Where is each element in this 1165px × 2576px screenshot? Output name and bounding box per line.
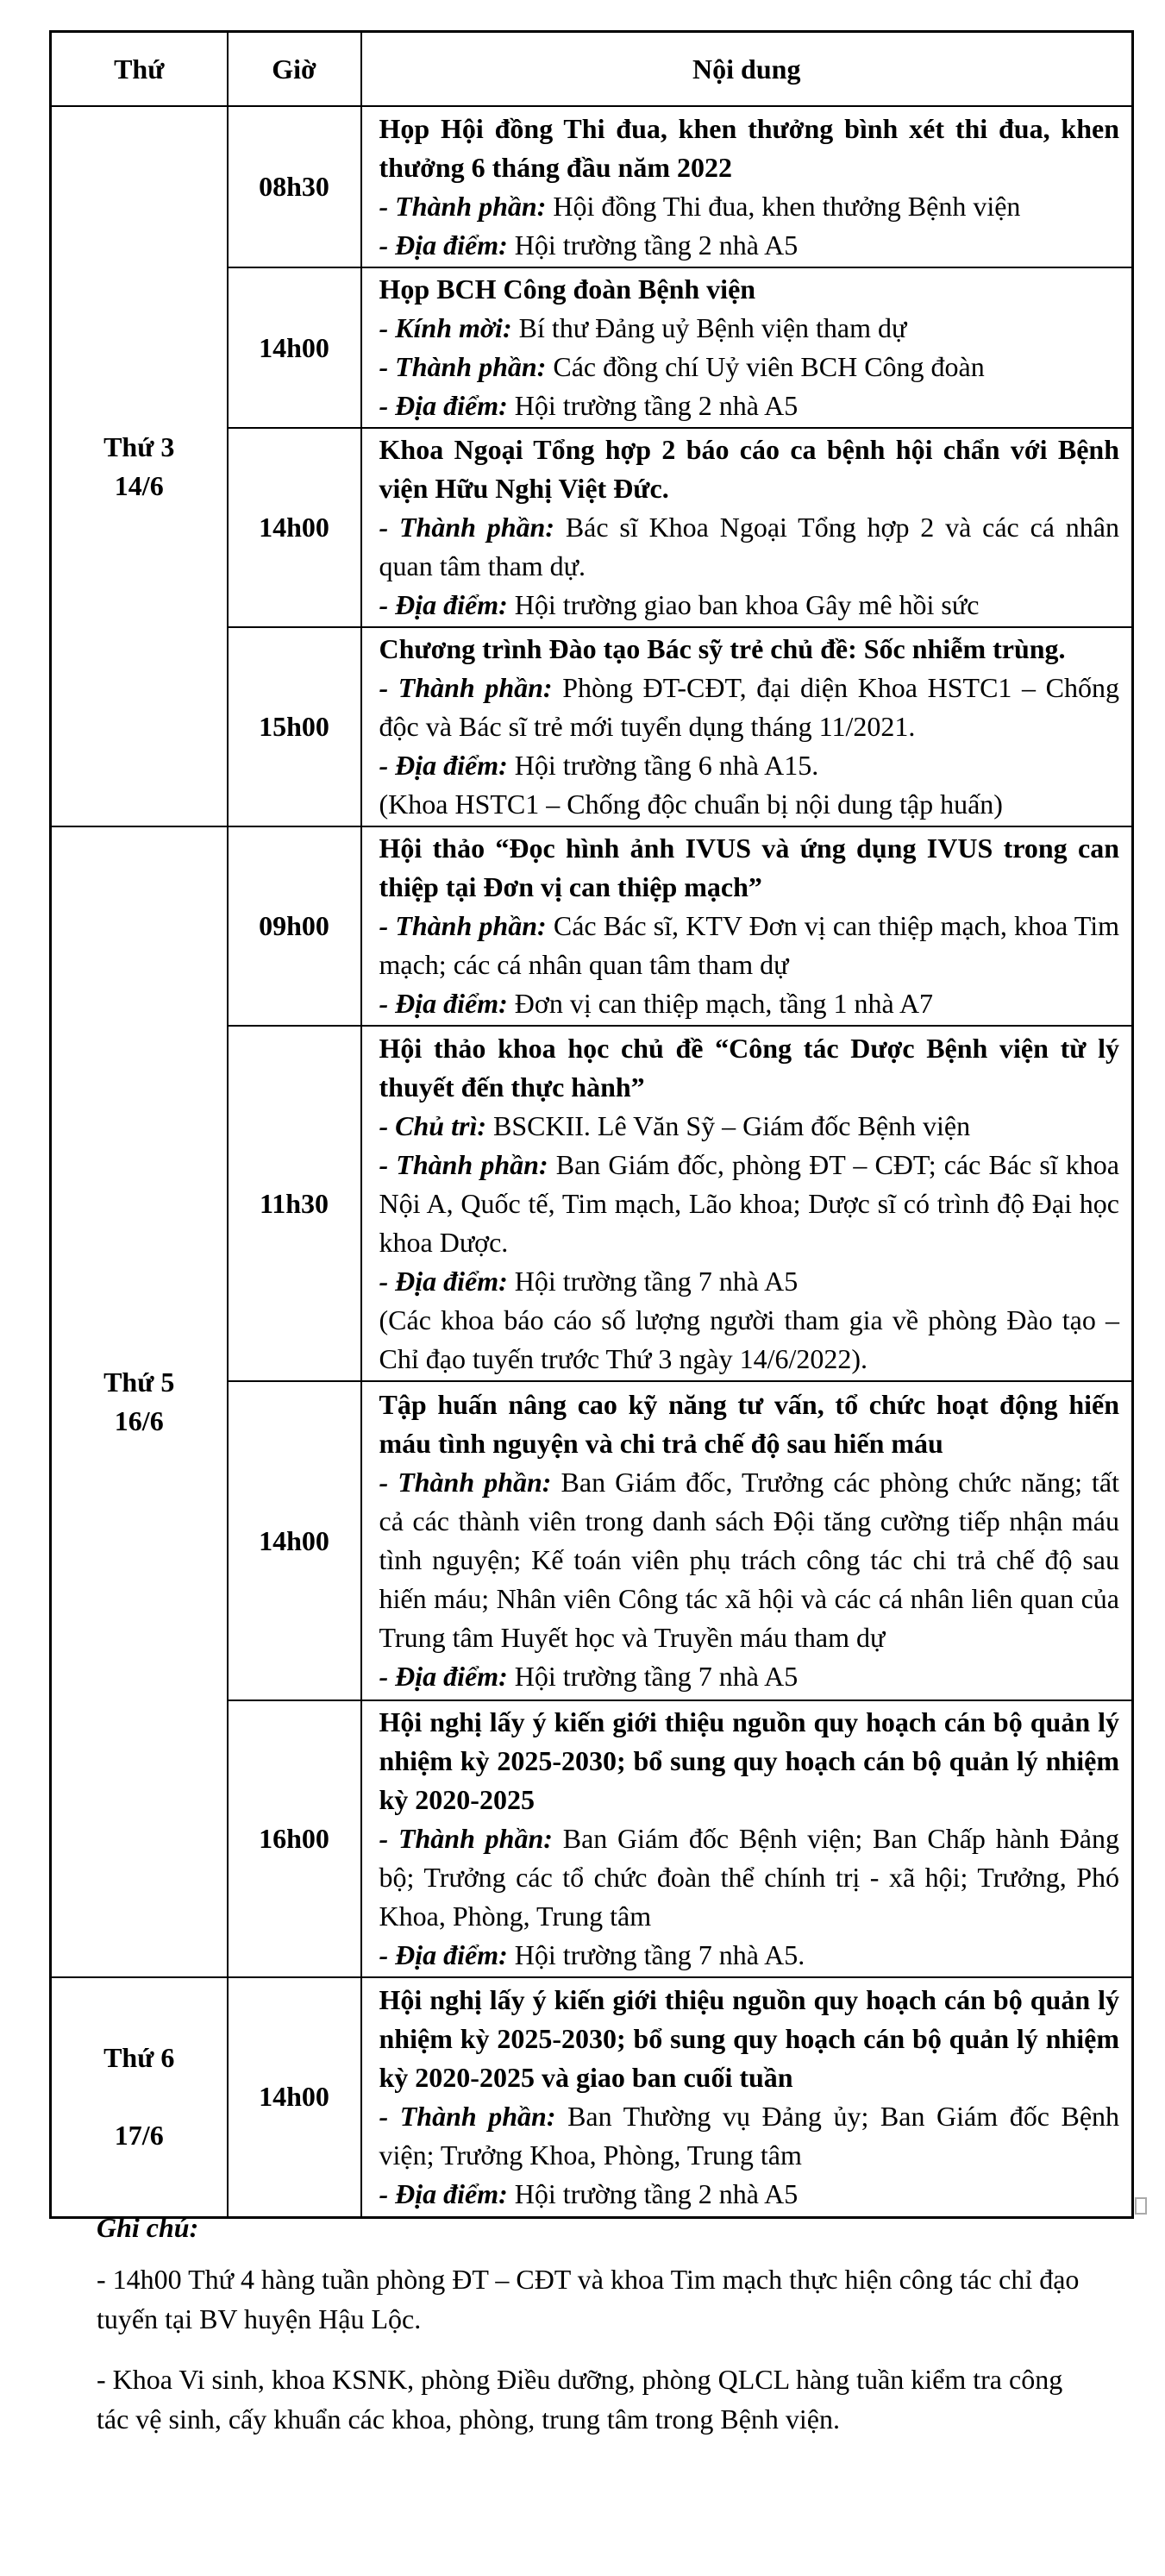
detail-label: - Thành phần: bbox=[379, 1148, 548, 1180]
event-detail-line bbox=[379, 508, 1120, 586]
time-cell: 15h00 bbox=[228, 627, 361, 826]
event-detail-line bbox=[379, 1146, 1120, 1262]
event-detail-line bbox=[379, 907, 1120, 984]
day-label-line: 17/6 bbox=[114, 2120, 164, 2152]
detail-label: - Thành phần: bbox=[379, 2100, 556, 2132]
detail-label: - Thành phần: bbox=[379, 672, 553, 703]
event-detail-line bbox=[379, 1463, 1120, 1657]
event-title bbox=[379, 1385, 1120, 1463]
schedule-table-header bbox=[51, 32, 1133, 107]
detail-label: - Địa điểm: bbox=[379, 750, 508, 781]
event-title bbox=[379, 1981, 1120, 2097]
event-title-text: Hội thảo khoa học chủ đề “Công tác Dược Bệnh viện từ lý thuyết đến thực hành” bbox=[379, 1032, 1119, 1103]
event-detail-line bbox=[379, 1819, 1120, 1936]
detail-label: - Thành phần: bbox=[379, 512, 554, 543]
detail-label: - Địa điểm: bbox=[379, 1265, 508, 1297]
time-cell: 09h00 bbox=[228, 826, 361, 1026]
detail-label: - Địa điểm: bbox=[379, 390, 508, 421]
event-title-text: Hội thảo “Đọc hình ảnh IVUS và ứng dụng IVUS trong can thiệp tại Đơn vị can thiệp mạch” bbox=[379, 832, 1119, 902]
detail-text: Hội trường tầng 7 nhà A5 bbox=[514, 1265, 799, 1297]
event-detail-line bbox=[379, 348, 1120, 386]
event-title bbox=[379, 1029, 1120, 1107]
detail-label: - Địa điểm: bbox=[379, 229, 508, 261]
event-detail-line bbox=[379, 984, 1120, 1023]
event-title bbox=[379, 270, 1120, 309]
event-title-text: Hội nghị lấy ý kiến giới thiệu nguồn quy hoạch cán bộ quản lý nhiệm kỳ 2025-2030; bổ sung quy hoạch cán bộ quản lý nhiệm kỳ 2020-2025 và giao ban cuối tuần bbox=[379, 1983, 1119, 2093]
detail-label: - Thành phần: bbox=[379, 1823, 553, 1854]
detail-label: - Địa điểm: bbox=[379, 589, 508, 620]
detail-text: Hội trường tầng 7 nhà A5 bbox=[514, 1661, 799, 1692]
detail-text: Hội đồng Thi đua, khen thưởng Bệnh viện bbox=[553, 190, 1021, 222]
schedule-table-body bbox=[51, 106, 1133, 2217]
notes-list bbox=[97, 2259, 1080, 2439]
detail-text: Bí thư Đảng uỷ Bệnh viện tham dự bbox=[518, 312, 907, 343]
event-title-text: Chương trình Đào tạo Bác sỹ trẻ chủ đề: Sốc nhiễm trùng. bbox=[379, 633, 1066, 664]
detail-text: Bác sĩ Khoa Ngoại Tổng hợp 2 và các cá nhân quan tâm tham dự. bbox=[379, 512, 1120, 581]
content-cell bbox=[361, 267, 1133, 428]
day-cell bbox=[51, 826, 228, 1977]
note-item: - 14h00 Thứ 4 hàng tuần phòng ĐT – CĐT và khoa Tim mạch thực hiện công tác chỉ đạo tuyến tại BV huyện Hậu Lộc. bbox=[97, 2264, 1080, 2334]
content-cell bbox=[361, 1381, 1133, 1700]
notes-title: Ghi chú: bbox=[97, 2212, 199, 2243]
schedule-row bbox=[51, 106, 1133, 267]
event-title-text: Tập huấn nâng cao kỹ năng tư vấn, tổ chức hoạt động hiến máu tình nguyện và chi trả chế độ sau hiến máu bbox=[379, 1389, 1119, 1459]
time-cell: 11h30 bbox=[228, 1026, 361, 1381]
time-cell: 08h30 bbox=[228, 106, 361, 267]
day-label-line: 14/6 bbox=[114, 469, 164, 501]
content-cell bbox=[361, 106, 1133, 267]
day-label-line: Thứ 5 bbox=[103, 1367, 175, 1398]
detail-text: Đơn vị can thiệp mạch, tầng 1 nhà A7 bbox=[514, 988, 934, 1019]
col-header-time: Giờ bbox=[228, 32, 361, 107]
event-title bbox=[379, 110, 1120, 187]
event-title-text: Họp Hội đồng Thi đua, khen thưởng bình xét thi đua, khen thưởng 6 tháng đầu năm 2022 bbox=[379, 112, 1119, 183]
detail-text: Hội trường giao ban khoa Gây mê hồi sức bbox=[514, 589, 980, 620]
day-label-line: 16/6 bbox=[114, 1405, 164, 1436]
detail-text: Các đồng chí Uỷ viên BCH Công đoàn bbox=[553, 351, 985, 382]
content-cell bbox=[361, 1026, 1133, 1381]
detail-text: Ban Giám đốc, Trưởng các phòng chức năng; tất cả các thành viên trong danh sách Đội tăng cường tiếp nhận máu tình nguyện; Kế toán viên phụ trách công tác chi trả chế độ sau hiến máu; Nhân viên Công tác xã hội và các cá nhân liên quan của Trung tâm Huyết học và Truyền máu tham dự bbox=[379, 1467, 1120, 1653]
detail-label: - Chủ trì: bbox=[379, 1109, 486, 1141]
day-label-line bbox=[52, 2077, 227, 2116]
content-cell bbox=[361, 1700, 1133, 1977]
detail-label: - Địa điểm: bbox=[379, 1939, 508, 1970]
detail-text: Ban Giám đốc Bệnh viện; Ban Chấp hành Đảng bộ; Trưởng các tổ chức đoàn thể chính trị - xã hội; Trưởng, Phó Khoa, Phòng, Trung tâm bbox=[379, 1823, 1120, 1932]
event-note-text: (Các khoa báo cáo số lượng người tham gia về phòng Đào tạo – Chỉ đạo tuyến trước Thứ 3 ngày 14/6/2022). bbox=[379, 1304, 1119, 1374]
event-detail-line bbox=[379, 1107, 1120, 1146]
detail-text: Hội trường tầng 2 nhà A5 bbox=[514, 229, 799, 261]
event-detail-line bbox=[379, 1936, 1120, 1975]
day-label-line: Thứ 3 bbox=[103, 430, 175, 462]
note-item: - Khoa Vi sinh, khoa KSNK, phòng Điều dưỡng, phòng QLCL hàng tuần kiểm tra công tác vệ sinh, cấy khuẩn các khoa, phòng, trung tâm trong Bệnh viện. bbox=[97, 2364, 1063, 2435]
notes-section bbox=[97, 2208, 1080, 2460]
detail-text: Hội trường tầng 6 nhà A15. bbox=[514, 750, 819, 781]
day-label-line: Thứ 6 bbox=[103, 2042, 175, 2074]
event-title bbox=[379, 829, 1120, 907]
detail-text: Hội trường tầng 2 nhà A5 bbox=[514, 390, 799, 421]
detail-label: - Thành phần: bbox=[379, 1467, 552, 1498]
detail-text: Hội trường tầng 2 nhà A5 bbox=[514, 2177, 799, 2209]
event-title bbox=[379, 630, 1120, 669]
event-note-line bbox=[379, 1301, 1120, 1379]
event-title-text: Họp BCH Công đoàn Bệnh viện bbox=[379, 273, 756, 305]
event-detail-line bbox=[379, 1262, 1120, 1301]
event-note-line bbox=[379, 785, 1120, 824]
time-cell: 14h00 bbox=[228, 267, 361, 428]
event-detail-line bbox=[379, 746, 1120, 785]
col-header-content: Nội dung bbox=[361, 32, 1133, 107]
detail-label: - Địa điểm: bbox=[379, 1661, 508, 1692]
event-detail-line bbox=[379, 586, 1120, 625]
detail-label: - Địa điểm: bbox=[379, 2177, 508, 2209]
detail-text: Ban Thường vụ Đảng ủy; Ban Giám đốc Bệnh viện; Trưởng Khoa, Phòng, Trung tâm bbox=[379, 2100, 1120, 2171]
detail-label: - Địa điểm: bbox=[379, 988, 508, 1019]
event-detail-line bbox=[379, 1657, 1120, 1696]
scan-artifact bbox=[1135, 2197, 1147, 2215]
day-cell bbox=[51, 1977, 228, 2217]
event-detail-line bbox=[379, 226, 1120, 265]
schedule-row bbox=[51, 1977, 1133, 2217]
detail-text: Hội trường tầng 7 nhà A5. bbox=[514, 1939, 805, 1970]
event-detail-line bbox=[379, 309, 1120, 348]
detail-text: Các Bác sĩ, KTV Đơn vị can thiệp mạch, khoa Tim mạch; các cá nhân quan tâm tham dự bbox=[379, 910, 1120, 980]
detail-label: - Thành phần: bbox=[379, 351, 547, 382]
content-cell bbox=[361, 428, 1133, 627]
time-cell: 16h00 bbox=[228, 1700, 361, 1977]
time-cell: 14h00 bbox=[228, 428, 361, 627]
event-title bbox=[379, 1703, 1120, 1819]
event-detail-line bbox=[379, 669, 1120, 746]
detail-label: - Thành phần: bbox=[379, 190, 547, 222]
event-title bbox=[379, 430, 1120, 508]
detail-text: BSCKII. Lê Văn Sỹ – Giám đốc Bệnh viện bbox=[492, 1109, 971, 1141]
detail-text: Phòng ĐT-CĐT, đại diện Khoa HSTC1 – Chống độc và Bác sĩ trẻ mới tuyển dụng tháng 11/2021. bbox=[379, 672, 1120, 742]
schedule-row bbox=[51, 826, 1133, 1026]
event-detail-line bbox=[379, 386, 1120, 425]
detail-text: Ban Giám đốc, phòng ĐT – CĐT; các Bác sĩ khoa Nội A, Quốc tế, Tim mạch, Lão khoa; Dược sĩ có trình độ Đại học khoa Dược. bbox=[379, 1148, 1120, 1258]
col-header-day: Thứ bbox=[51, 32, 228, 107]
schedule-table bbox=[49, 30, 1134, 2219]
detail-label: - Thành phần: bbox=[379, 910, 547, 941]
time-cell: 14h00 bbox=[228, 1381, 361, 1700]
event-detail-line bbox=[379, 187, 1120, 226]
event-title-text: Hội nghị lấy ý kiến giới thiệu nguồn quy hoạch cán bộ quản lý nhiệm kỳ 2025-2030; bổ sung quy hoạch cán bộ quản lý nhiệm kỳ 2020-2025 bbox=[379, 1706, 1119, 1815]
content-cell bbox=[361, 826, 1133, 1026]
content-cell bbox=[361, 1977, 1133, 2217]
detail-label: - Kính mời: bbox=[379, 312, 512, 343]
day-cell bbox=[51, 106, 228, 826]
time-cell: 14h00 bbox=[228, 1977, 361, 2217]
content-cell bbox=[361, 627, 1133, 826]
header-row bbox=[51, 32, 1133, 107]
event-detail-line bbox=[379, 2097, 1120, 2175]
event-title-text: Khoa Ngoại Tổng hợp 2 báo cáo ca bệnh hội chẩn với Bệnh viện Hữu Nghị Việt Đức. bbox=[379, 434, 1119, 504]
event-note-text: (Khoa HSTC1 – Chống độc chuẩn bị nội dung tập huấn) bbox=[379, 789, 1003, 820]
